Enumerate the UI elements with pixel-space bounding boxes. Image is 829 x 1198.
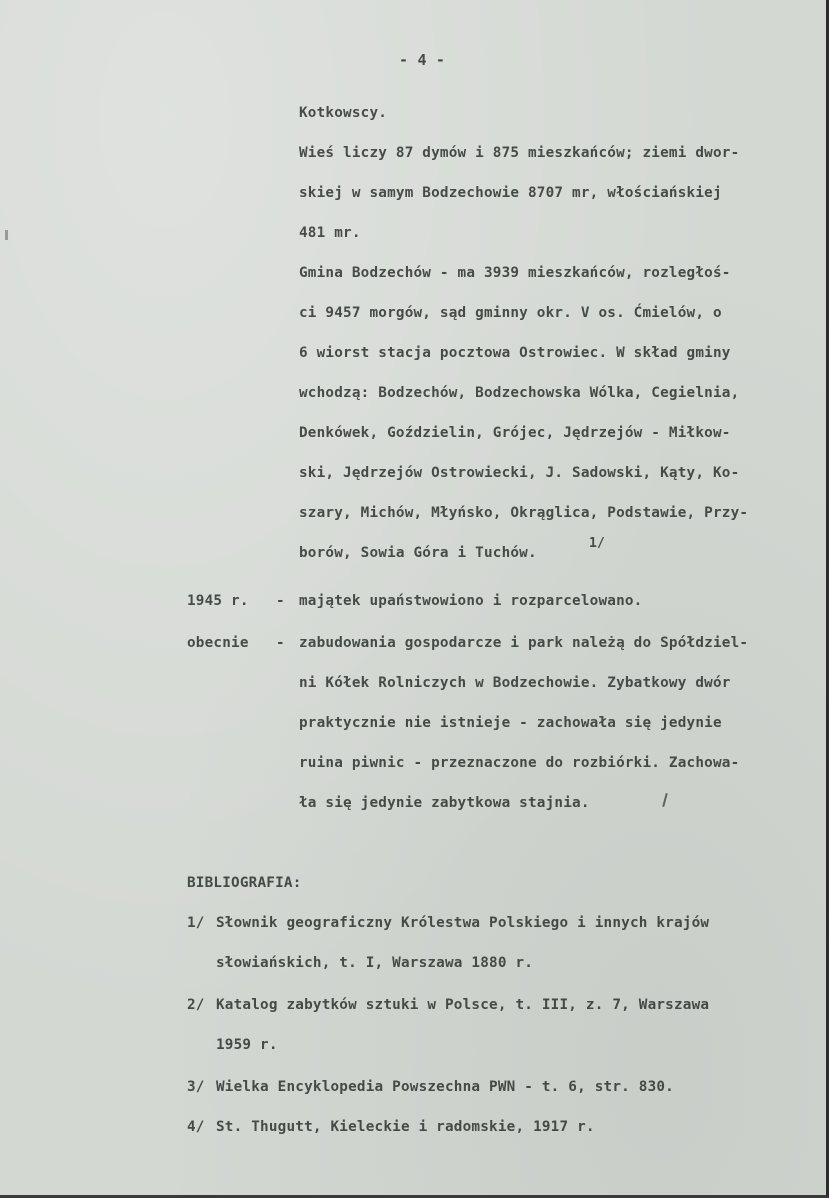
entry-label: obecnie [187,635,249,651]
entry-dash: - [276,635,285,651]
text-line: skiej w samym Bodzechowie 8707 mr, włościańskiej [299,185,722,201]
pen-tick-mark [662,793,668,807]
footnote-reference: 1/ [589,536,606,551]
text-line: 481 mr. [299,225,361,241]
page-number: - 4 - [399,51,446,69]
bibliography-line: 1959 r. [216,1037,278,1053]
text-line: 6 wiorst stacja pocztowa Ostrowiec. W skład gminy [299,345,731,361]
bibliography-line: St. Thugutt, Kieleckie i radomskie, 1917 r. [216,1119,595,1135]
bibliography-number: 3/ [187,1079,205,1095]
text-line: borów, Sowia Góra i Tuchów. [299,545,537,561]
entry-text-line: praktycznie nie istnieje - zachowała się jedynie [299,715,722,731]
text-line: ski, Jędrzejów Ostrowiecki, J. Sadowski, Kąty, Ko- [299,465,740,481]
bibliography-line: Słownik geograficzny Królestwa Polskiego i innych krajów [216,915,710,931]
entry-text-line: majątek upaństwowiono i rozparcelowano. [299,593,643,609]
text-line: Wieś liczy 87 dymów i 875 mieszkańców; ziemi dwor- [299,145,740,161]
text-line: Kotkowscy. [299,105,388,121]
entry-text-line: ruina piwnic - przeznaczone do rozbiórki. Zachowa- [299,755,740,771]
bibliography-line: słowiańskich, t. I, Warszawa 1880 r. [216,955,534,971]
text-line: Gmina Bodzechów - ma 3939 mieszkańców, rozległoś- [299,265,731,281]
entry-label: 1945 r. [187,593,249,609]
entry-text-line: ła się jedynie zabytkowa stajnia. [299,795,590,811]
text-line: ci 9457 morgów, sąd gminny okr. V os. Ćmielów, o [299,305,722,321]
text-line: wchodzą: Bodzechów, Bodzechowska Wólka, Cegielnia, [299,385,740,401]
bibliography-line: Katalog zabytków sztuki w Polsce, t. III, z. 7, Warszawa [216,997,710,1013]
bibliography-line: Wielka Encyklopedia Powszechna PWN - t. 6, str. 830. [216,1079,674,1095]
text-line: Denkówek, Goździelin, Grójec, Jędrzejów - Miłkow- [299,425,731,441]
margin-mark [5,230,8,240]
bibliography-heading: BIBLIOGRAFIA: [187,875,302,891]
entry-text-line: ni Kółek Rolniczych w Bodzechowie. Zybatkowy dwór [299,675,731,691]
bibliography-number: 2/ [187,997,205,1013]
text-line: szary, Michów, Młyńsko, Okrąglica, Podstawie, Przy- [299,505,749,521]
entry-text-line: zabudowania gospodarcze i park należą do Spółdziel- [299,635,749,651]
bibliography-number: 1/ [187,915,205,931]
entry-dash: - [276,593,285,609]
bibliography-number: 4/ [187,1119,205,1135]
